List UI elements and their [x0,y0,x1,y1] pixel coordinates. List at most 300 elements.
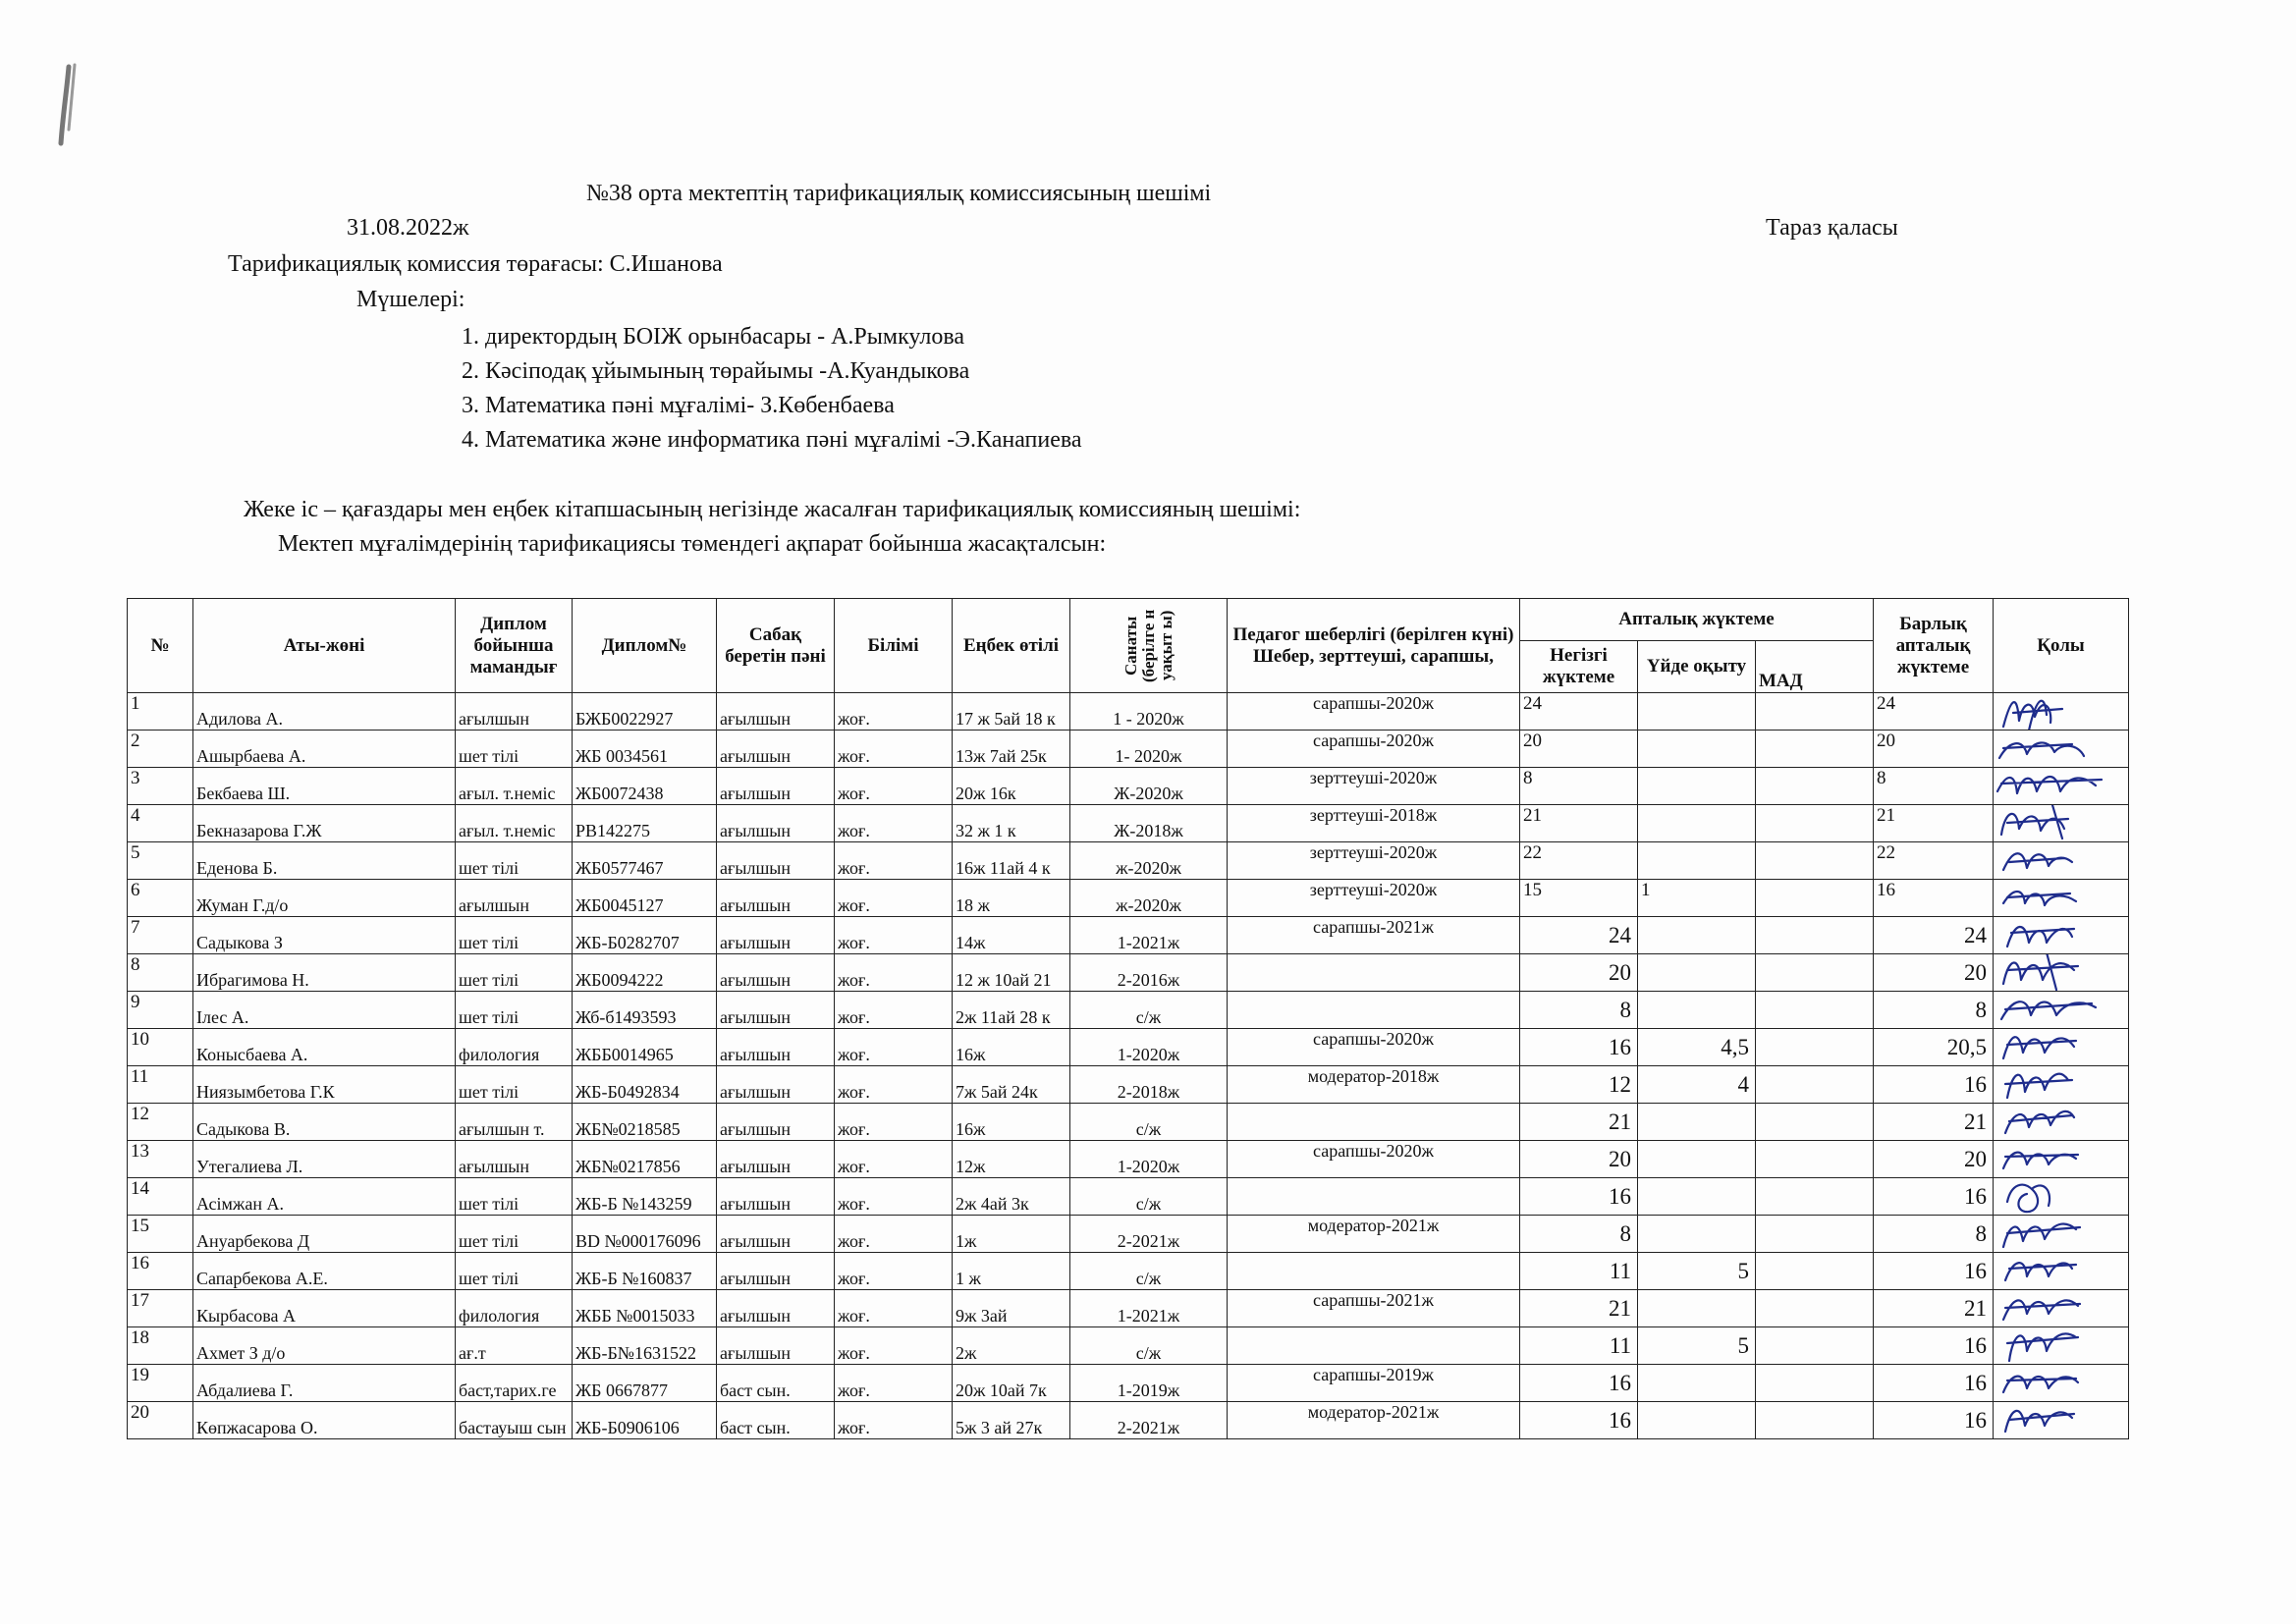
cell-pedagog [1228,1178,1520,1216]
cell-home: 4,5 [1638,1029,1756,1066]
cell-education: жоғ. [835,1216,953,1253]
cell-diploma: ЖБ№0218585 [573,1104,717,1141]
cell-experience: 7ж 5ай 24к [953,1066,1070,1104]
cell-mad [1756,1402,1874,1439]
cell-category: с/ж [1070,1178,1228,1216]
cell-base: 24 [1520,693,1638,731]
cell-experience: 5ж 3 ай 27к [953,1402,1070,1439]
handwritten-signature [1994,954,2119,992]
col-category [1070,599,1228,693]
handwritten-signature [1994,880,2119,917]
cell-mad [1756,880,1874,917]
member-item: 4. Математика және информатика пәні мұғалімі -Э.Канапиева [462,427,1082,453]
signature-cell [1994,1216,2129,1253]
cell-diploma: Жб-б1493593 [573,992,717,1029]
handwritten-signature [1994,1290,2119,1327]
table-row [128,1290,2129,1327]
cell-home [1638,805,1756,842]
cell-pedagog: сарапшы-2020ж [1228,1029,1520,1066]
table-row [128,1365,2129,1402]
col-specialty: Диплом бойынша мамандығ [456,599,573,693]
signature-cell [1994,1365,2129,1402]
cell-total: 22 [1874,842,1994,880]
cell-mad [1756,992,1874,1029]
cell-num: 1 [128,693,193,731]
cell-num: 13 [128,1141,193,1178]
cell-mad [1756,954,1874,992]
cell-base: 12 [1520,1066,1638,1104]
signature-cell [1994,1402,2129,1439]
table-row [128,805,2129,842]
cell-experience: 13ж 7ай 25к [953,731,1070,768]
cell-home: 5 [1638,1327,1756,1365]
cell-specialty: бастауыш сын [456,1402,573,1439]
signature-cell [1994,1066,2129,1104]
cell-diploma: ЖБ0045127 [573,880,717,917]
document-date: 31.08.2022ж [347,215,469,241]
cell-specialty: филология [456,1029,573,1066]
cell-total: 20 [1874,954,1994,992]
cell-experience: 16ж [953,1104,1070,1141]
table-row [128,917,2129,954]
cell-specialty: филология [456,1290,573,1327]
cell-mad [1756,693,1874,731]
cell-education: жоғ. [835,1253,953,1290]
cell-specialty: ағылшын т. [456,1104,573,1141]
cell-base: 21 [1520,1104,1638,1141]
cell-total: 16 [1874,1327,1994,1365]
col-pedagog: Педагог шеберлігі (берілген күні) Шебер, зерттеуші, сарапшы, [1228,599,1520,693]
cell-home: 4 [1638,1066,1756,1104]
cell-pedagog: модератор-2018ж [1228,1066,1520,1104]
cell-subject: ағылшын [717,1141,835,1178]
signature-cell [1994,805,2129,842]
col-name: Аты-жөні [193,599,456,693]
cell-category: 1 - 2020ж [1070,693,1228,731]
cell-pedagog: зерттеуші-2020ж [1228,880,1520,917]
cell-base: 8 [1520,768,1638,805]
signature-cell [1994,1104,2129,1141]
cell-subject: ағылшын [717,917,835,954]
cell-num: 18 [128,1327,193,1365]
cell-category: с/ж [1070,992,1228,1029]
cell-subject: ағылшын [717,1029,835,1066]
cell-pedagog: сарапшы-2020ж [1228,1141,1520,1178]
cell-experience: 1ж [953,1216,1070,1253]
handwritten-signature [1994,1141,2119,1178]
cell-education: жоғ. [835,1141,953,1178]
cell-num: 12 [128,1104,193,1141]
signature-cell [1994,917,2129,954]
col-subject: Сабақ беретін пәні [717,599,835,693]
col-education: Білімі [835,599,953,693]
cell-mad [1756,842,1874,880]
signature-cell [1994,1029,2129,1066]
cell-category: 2-2016ж [1070,954,1228,992]
cell-home [1638,1104,1756,1141]
cell-education: жоғ. [835,768,953,805]
cell-diploma: ЖББ №0015033 [573,1290,717,1327]
cell-num: 8 [128,954,193,992]
cell-home [1638,842,1756,880]
members-list [462,320,1082,458]
cell-home [1638,768,1756,805]
cell-total: 16 [1874,1253,1994,1290]
cell-subject: ағылшын [717,1253,835,1290]
cell-base: 21 [1520,1290,1638,1327]
cell-home [1638,917,1756,954]
cell-category: Ж-2018ж [1070,805,1228,842]
cell-name: Садыкова З [193,917,456,954]
cell-base: 16 [1520,1365,1638,1402]
handwritten-signature [1994,1365,2119,1402]
handwritten-signature [1994,1327,2119,1365]
cell-base: 21 [1520,805,1638,842]
cell-education: жоғ. [835,1066,953,1104]
cell-base: 20 [1520,954,1638,992]
cell-subject: ағылшын [717,693,835,731]
table-row [128,693,2129,731]
cell-total: 21 [1874,1290,1994,1327]
cell-name: Жуман Г.д/о [193,880,456,917]
members-label: Мүшелері: [356,287,465,312]
cell-specialty: баст,тарих.ге [456,1365,573,1402]
cell-base: 22 [1520,842,1638,880]
cell-mad [1756,1327,1874,1365]
handwritten-signature [1994,1253,2119,1290]
cell-specialty: шет тілі [456,1066,573,1104]
member-item: 1. директордың БОІЖ орынбасары - А.Рымкулова [462,324,964,350]
cell-total: 20 [1874,731,1994,768]
cell-base: 16 [1520,1402,1638,1439]
cell-education: жоғ. [835,992,953,1029]
table-row [128,731,2129,768]
cell-mad [1756,731,1874,768]
cell-specialty: шет тілі [456,842,573,880]
cell-pedagog: модератор-2021ж [1228,1216,1520,1253]
cell-total: 24 [1874,693,1994,731]
cell-home [1638,1141,1756,1178]
cell-experience: 12ж [953,1141,1070,1178]
cell-experience: 12 ж 10ай 21 [953,954,1070,992]
cell-mad [1756,1104,1874,1141]
cell-base: 24 [1520,917,1638,954]
table-row [128,1141,2129,1178]
cell-subject: ағылшын [717,731,835,768]
cell-diploma: ЖБ 0034561 [573,731,717,768]
signature-cell [1994,693,2129,731]
cell-home [1638,731,1756,768]
table-row [128,1402,2129,1439]
cell-mad [1756,1178,1874,1216]
handwritten-signature [1994,693,2119,731]
cell-home [1638,954,1756,992]
cell-base: 11 [1520,1253,1638,1290]
cell-home [1638,1402,1756,1439]
cell-num: 6 [128,880,193,917]
cell-subject: ағылшын [717,880,835,917]
signature-cell [1994,731,2129,768]
cell-experience: 16ж 11ай 4 к [953,842,1070,880]
cell-pedagog [1228,992,1520,1029]
cell-specialty: шет тілі [456,1253,573,1290]
handwritten-signature [1994,1216,2119,1253]
handwritten-signature [1994,1402,2119,1439]
cell-total: 16 [1874,1365,1994,1402]
cell-total: 20 [1874,1141,1994,1178]
table-row [128,880,2129,917]
cell-num: 16 [128,1253,193,1290]
cell-num: 2 [128,731,193,768]
cell-subject: ағылшын [717,842,835,880]
cell-pedagog: сарапшы-2020ж [1228,693,1520,731]
decision-instruction: Мектеп мұғалімдерінің тарификациясы төмендегі ақпарат бойынша жасақталсын: [278,531,1107,557]
cell-mad [1756,917,1874,954]
cell-experience: 9ж 3ай [953,1290,1070,1327]
signature-cell [1994,1178,2129,1216]
cell-subject: ағылшын [717,1290,835,1327]
cell-specialty: шет тілі [456,731,573,768]
cell-total: 24 [1874,917,1994,954]
table-row [128,1029,2129,1066]
cell-name: Сапарбекова А.Е. [193,1253,456,1290]
cell-name: Ілес А. [193,992,456,1029]
cell-base: 15 [1520,880,1638,917]
table-row [128,1066,2129,1104]
col-home-teaching: Үйде оқыту [1638,641,1756,693]
cell-diploma: ЖБ-Б №160837 [573,1253,717,1290]
cell-category: 2-2018ж [1070,1066,1228,1104]
cell-education: жоғ. [835,731,953,768]
cell-total: 8 [1874,768,1994,805]
cell-category: 1-2020ж [1070,1029,1228,1066]
cell-education: жоғ. [835,1365,953,1402]
handwritten-signature [1994,842,2119,880]
cell-pedagog: сарапшы-2020ж [1228,731,1520,768]
cell-mad [1756,1029,1874,1066]
cell-base: 11 [1520,1327,1638,1365]
cell-specialty: шет тілі [456,954,573,992]
cell-name: Асімжан А. [193,1178,456,1216]
cell-education: жоғ. [835,1327,953,1365]
cell-name: Утегалиева Л. [193,1141,456,1178]
cell-subject: ағылшын [717,1216,835,1253]
cell-mad [1756,1141,1874,1178]
cell-num: 10 [128,1029,193,1066]
cell-base: 16 [1520,1029,1638,1066]
cell-total: 16 [1874,1178,1994,1216]
cell-total: 16 [1874,880,1994,917]
cell-pedagog: зерттеуші-2020ж [1228,768,1520,805]
signature-cell [1994,992,2129,1029]
cell-pedagog: сарапшы-2019ж [1228,1365,1520,1402]
cell-category: 2-2021ж [1070,1402,1228,1439]
table-row [128,768,2129,805]
cell-mad [1756,805,1874,842]
col-signature: Қолы [1994,599,2129,693]
col-mad: МАД [1756,641,1874,693]
cell-category: 1-2021ж [1070,1290,1228,1327]
cell-subject: ағылшын [717,1327,835,1365]
cell-education: жоғ. [835,1104,953,1141]
cell-num: 9 [128,992,193,1029]
cell-mad [1756,1216,1874,1253]
cell-name: Ниязымбетова Г.К [193,1066,456,1104]
handwritten-signature [1994,1178,2119,1216]
cell-education: жоғ. [835,842,953,880]
cell-subject: ағылшын [717,768,835,805]
table-row [128,1104,2129,1141]
cell-experience: 2ж 4ай 3к [953,1178,1070,1216]
cell-experience: 18 ж [953,880,1070,917]
cell-education: жоғ. [835,954,953,992]
cell-pedagog: зерттеуші-2020ж [1228,842,1520,880]
handwritten-page-mark [29,61,108,149]
cell-diploma: ЖБ№0217856 [573,1141,717,1178]
cell-category: 2-2021ж [1070,1216,1228,1253]
cell-total: 21 [1874,1104,1994,1141]
cell-home: 1 [1638,880,1756,917]
cell-num: 5 [128,842,193,880]
cell-experience: 17 ж 5ай 18 к [953,693,1070,731]
cell-total: 20,5 [1874,1029,1994,1066]
cell-category: с/ж [1070,1104,1228,1141]
cell-name: Садыкова В. [193,1104,456,1141]
cell-name: Еденова Б. [193,842,456,880]
cell-pedagog: зерттеуші-2018ж [1228,805,1520,842]
cell-category: 1- 2020ж [1070,731,1228,768]
cell-num: 15 [128,1216,193,1253]
col-weekly-group: Апталық жүктеме [1520,599,1874,641]
document-title: №38 орта мектептің тарификациялық комиссиясының шешімі [586,181,1212,206]
cell-name: Ашырбаева А. [193,731,456,768]
cell-education: жоғ. [835,1178,953,1216]
cell-specialty: ағылшын [456,693,573,731]
cell-num: 20 [128,1402,193,1439]
cell-num: 19 [128,1365,193,1402]
cell-base: 8 [1520,1216,1638,1253]
member-item: 3. Математика пәні мұғалімі- З.Көбенбаева [462,393,895,418]
handwritten-signature [1994,917,2119,954]
cell-base: 16 [1520,1178,1638,1216]
decision-intro: Жеке іс – қағаздары мен еңбек кітапшасының негізінде жасалған тарификациялық комиссияның шешімі: [244,497,1301,522]
cell-total: 16 [1874,1402,1994,1439]
cell-education: жоғ. [835,1290,953,1327]
cell-specialty: ағ.т [456,1327,573,1365]
cell-home [1638,693,1756,731]
cell-mad [1756,1365,1874,1402]
table-row [128,954,2129,992]
cell-diploma: ЖБ0094222 [573,954,717,992]
table-header [128,599,2129,693]
cell-base: 8 [1520,992,1638,1029]
cell-experience: 16ж [953,1029,1070,1066]
cell-experience: 2ж [953,1327,1070,1365]
table-row [128,1253,2129,1290]
cell-specialty: шет тілі [456,1216,573,1253]
cell-category: с/ж [1070,1327,1228,1365]
cell-education: жоғ. [835,1402,953,1439]
cell-name: Конысбаева А. [193,1029,456,1066]
cell-diploma: ЖБ-Б№1631522 [573,1327,717,1365]
cell-subject: баст сын. [717,1365,835,1402]
cell-num: 4 [128,805,193,842]
cell-diploma: BD №000176096 [573,1216,717,1253]
table-row [128,1216,2129,1253]
table-row [128,842,2129,880]
cell-education: жоғ. [835,693,953,731]
cell-pedagog: сарапшы-2021ж [1228,1290,1520,1327]
signature-cell [1994,1141,2129,1178]
cell-total: 21 [1874,805,1994,842]
cell-home: 5 [1638,1253,1756,1290]
commission-chair: Тарификациялық комиссия төрағасы: С.Ишанова [228,251,723,277]
cell-education: жоғ. [835,805,953,842]
cell-diploma: ЖБ0072438 [573,768,717,805]
col-diploma: Диплом№ [573,599,717,693]
cell-diploma: РВ142275 [573,805,717,842]
cell-base: 20 [1520,1141,1638,1178]
signature-cell [1994,954,2129,992]
cell-experience: 32 ж 1 к [953,805,1070,842]
cell-name: Көпжасарова О. [193,1402,456,1439]
handwritten-signature [1994,1104,2119,1141]
cell-mad [1756,1253,1874,1290]
cell-subject: ағылшын [717,805,835,842]
cell-diploma: БЖБ0022927 [573,693,717,731]
cell-specialty: ағыл. т.неміс [456,768,573,805]
cell-name: Ибрагимова Н. [193,954,456,992]
cell-specialty: шет тілі [456,992,573,1029]
cell-total: 8 [1874,1216,1994,1253]
cell-education: жоғ. [835,1029,953,1066]
cell-diploma: ЖБ0577467 [573,842,717,880]
cell-category: 1-2019ж [1070,1365,1228,1402]
cell-experience: 20ж 16к [953,768,1070,805]
cell-category: с/ж [1070,1253,1228,1290]
tarification-table [127,598,2129,1439]
cell-education: жоғ. [835,880,953,917]
cell-total: 8 [1874,992,1994,1029]
handwritten-signature [1994,805,2119,842]
cell-category: ж-2020ж [1070,842,1228,880]
cell-experience: 2ж 11ай 28 к [953,992,1070,1029]
cell-diploma: ЖБ-Б №143259 [573,1178,717,1216]
signature-cell [1994,1290,2129,1327]
cell-subject: ағылшын [717,1104,835,1141]
table-row [128,992,2129,1029]
cell-experience: 1 ж [953,1253,1070,1290]
table-row [128,1178,2129,1216]
col-experience: Еңбек өтілі [953,599,1070,693]
cell-category: 1-2021ж [1070,917,1228,954]
cell-pedagog: модератор-2021ж [1228,1402,1520,1439]
cell-education: жоғ. [835,917,953,954]
cell-name: Бекназарова Г.Ж [193,805,456,842]
cell-experience: 14ж [953,917,1070,954]
cell-num: 17 [128,1290,193,1327]
cell-num: 11 [128,1066,193,1104]
cell-specialty: ағылшын [456,880,573,917]
cell-name: Бекбаева Ш. [193,768,456,805]
signature-cell [1994,880,2129,917]
cell-specialty: ағылшын [456,1141,573,1178]
cell-subject: баст сын. [717,1402,835,1439]
cell-base: 20 [1520,731,1638,768]
cell-home [1638,1290,1756,1327]
cell-experience: 20ж 10ай 7к [953,1365,1070,1402]
signature-cell [1994,842,2129,880]
